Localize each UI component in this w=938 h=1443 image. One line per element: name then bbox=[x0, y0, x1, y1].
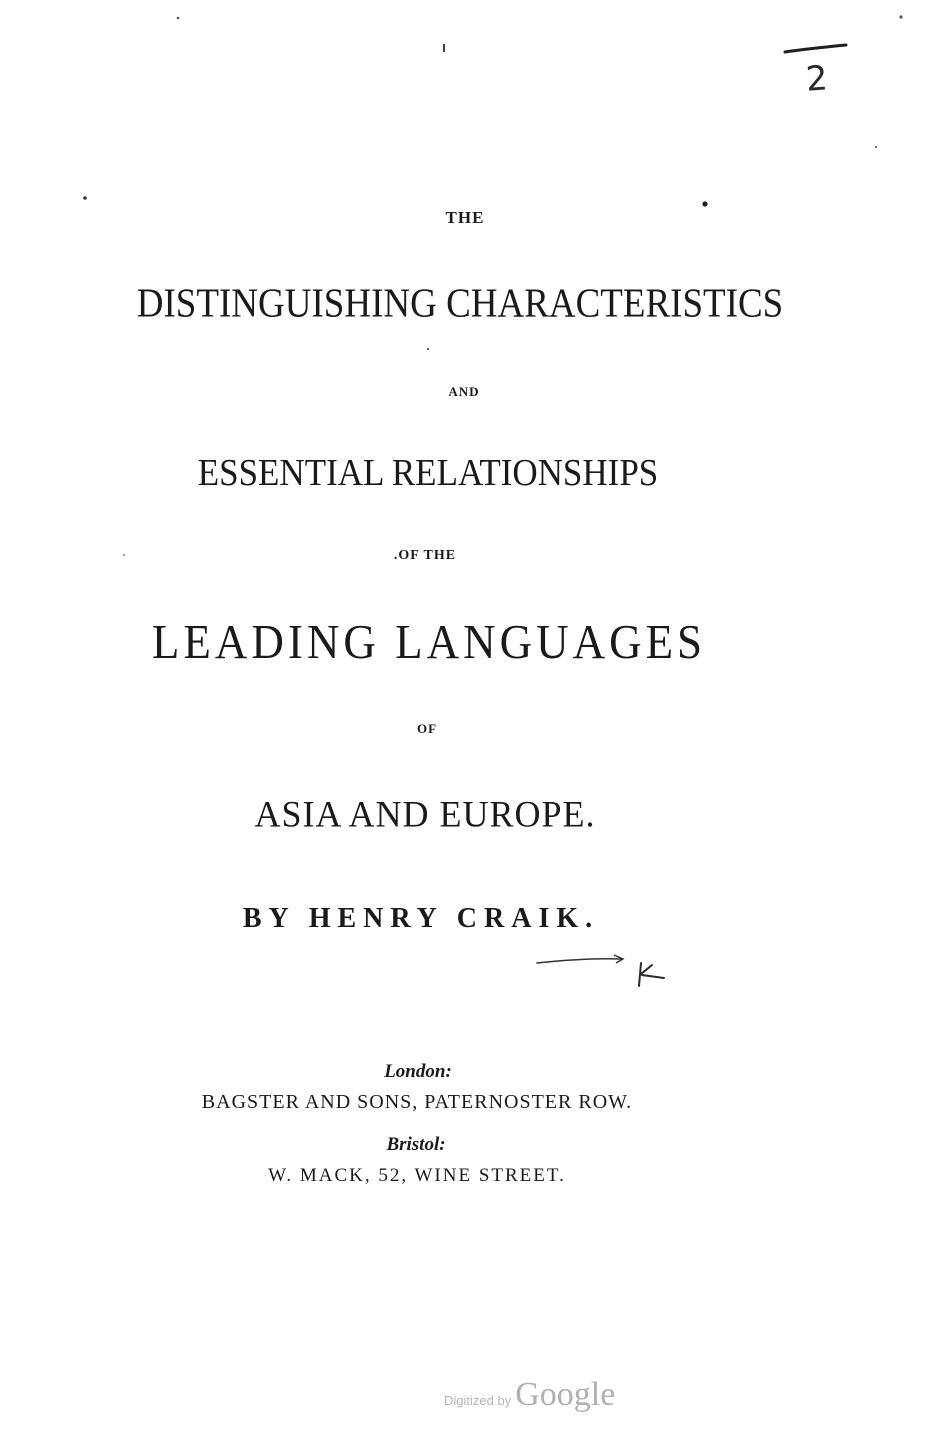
speck bbox=[443, 44, 445, 52]
watermark-brand: Google bbox=[515, 1376, 616, 1413]
speck bbox=[83, 196, 87, 200]
pencil-arrow bbox=[537, 959, 622, 963]
title-line-2: ESSENTIAL RELATIONSHIPS bbox=[197, 450, 659, 494]
pencil-initial-mark bbox=[639, 963, 664, 986]
title-line-4: ASIA AND EUROPE. bbox=[254, 793, 596, 835]
speck bbox=[177, 17, 180, 20]
title-and: AND bbox=[448, 384, 480, 399]
speck bbox=[702, 201, 707, 206]
speck bbox=[875, 146, 877, 148]
imprint-city-london: London: bbox=[384, 1061, 452, 1082]
imprint-city-bristol: Bristol: bbox=[386, 1134, 446, 1155]
digitized-watermark bbox=[444, 1378, 615, 1412]
title-line-3: LEADING LANGUAGES bbox=[151, 614, 707, 669]
imprint-publisher-london: BAGSTER AND SONS, PATERNOSTER ROW. bbox=[201, 1091, 633, 1113]
title-line-1: DISTINGUISHING CHARACTERISTICS bbox=[136, 280, 784, 327]
title-the: THE bbox=[445, 208, 485, 227]
author-line: BY HENRY CRAIK. bbox=[242, 903, 600, 934]
title-of-the: .OF THE bbox=[393, 548, 457, 563]
speck bbox=[427, 348, 429, 350]
imprint-publisher-bristol: W. MACK, 52, WINE STREET. bbox=[268, 1165, 566, 1186]
speck bbox=[899, 15, 902, 18]
shelf-number: 2 bbox=[804, 58, 830, 100]
title-of: OF bbox=[416, 721, 438, 736]
watermark-prefix: Digitized by bbox=[444, 1393, 512, 1408]
pencil-stroke bbox=[785, 45, 846, 52]
